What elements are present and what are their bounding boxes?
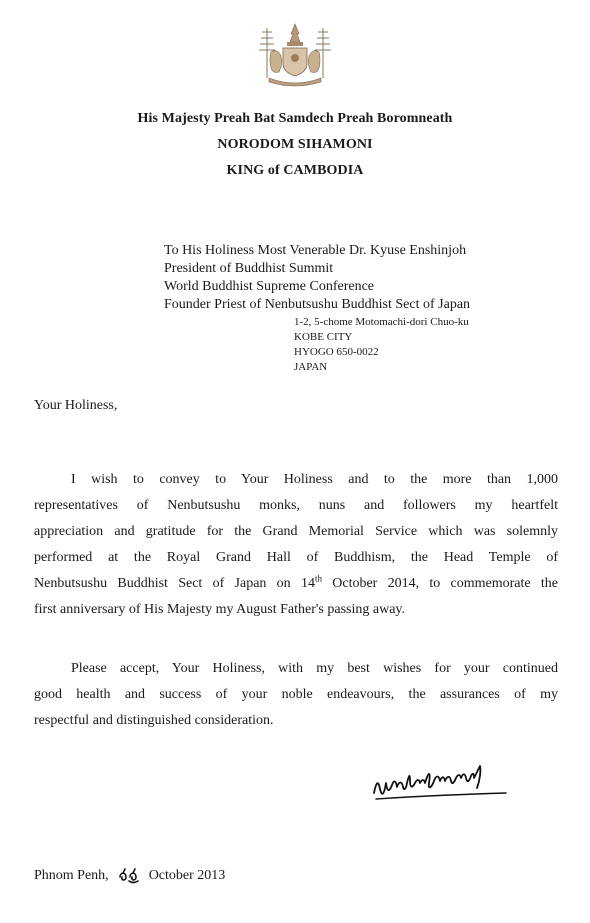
body-paragraph-1 (34, 467, 558, 623)
body-paragraph-2 (34, 656, 558, 734)
address-line: HYOGO 650-0022 (294, 346, 379, 358)
paragraph-line: good health and success of your noble endeavours, the assurances of my (34, 687, 558, 702)
paragraph-text: Nenbutsushu Buddhist Sect of Japan on 14 (34, 576, 315, 591)
paragraph-line: respectful and distinguished consideration. (34, 713, 274, 728)
recipient-line: To His Holiness Most Venerable Dr. Kyuse Enshinjoh (164, 243, 467, 258)
sender-position: KING of CAMBODIA (226, 163, 364, 178)
royal-coat-of-arms-icon (253, 22, 337, 88)
paragraph-line: first anniversary of His Majesty my August Father's passing away. (34, 602, 405, 617)
address-line: JAPAN (294, 361, 328, 373)
paragraph-line: I wish to convey to Your Holiness and to the more than 1,000 (71, 472, 558, 487)
sender-name: NORODOM SIHAMONI (217, 137, 373, 152)
paragraph-text: October 2014, to commemorate the (321, 576, 558, 591)
paragraph-line: representatives of Nenbutsushu monks, nuns and followers my heartfelt (34, 498, 558, 513)
recipient-line: World Buddhist Supreme Conference (164, 279, 374, 294)
paragraph-line: Please accept, Your Holiness, with my best wishes for your continued (71, 661, 558, 676)
handwritten-signature (370, 765, 520, 807)
paragraph-line: appreciation and gratitude for the Grand Memorial Service which was solemnly (34, 524, 558, 539)
sender-title: His Majesty Preah Bat Samdech Preah Boromneath (137, 111, 453, 126)
address-line: KOBE CITY (294, 331, 353, 343)
recipient-line: President of Buddhist Summit (164, 261, 334, 276)
closing-month-year: October 2013 (148, 868, 226, 883)
address-line: 1-2, 5-chome Motomachi-dori Chuo-ku (294, 316, 469, 328)
closing-place: Phnom Penh, (34, 868, 109, 883)
paragraph-line (34, 571, 558, 597)
khmer-numeral-day (117, 867, 141, 885)
closing-date-line (34, 867, 225, 885)
ordinal-suffix: th (314, 573, 322, 584)
recipient-line: Founder Priest of Nenbutsushu Buddhist Sect of Japan (164, 297, 471, 312)
salutation: Your Holiness, (34, 398, 118, 413)
paragraph-line: performed at the Royal Grand Hall of Buddhism, the Head Temple of (34, 550, 558, 565)
